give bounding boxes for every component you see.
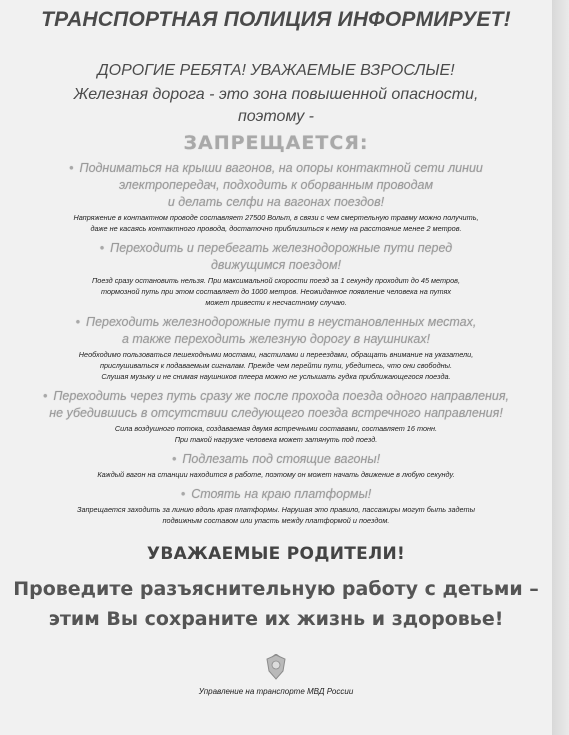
- rule-item: [0, 240, 552, 308]
- rule-description: Запрещается заходить за линию вдоль края платформы. Нарушая это правило, пассажиры могут быть задеты подвижным составом или упасть между платформой и поездом.: [77, 505, 475, 525]
- bullet-icon: •: [42, 389, 48, 403]
- intro-line: Железная дорога - это зона повышенной опасности,: [73, 86, 479, 103]
- rule-item: [0, 388, 552, 445]
- emblem-wrap: [0, 654, 552, 685]
- parents-heading: УВАЖАЕМЫЕ РОДИТЕЛИ!: [146, 544, 406, 564]
- rule-description: Сила воздушного потока, создаваемая двумя встречными составами, составляет 16 тонн. При такой нагрузке человека может затянуть под поезд.: [114, 424, 438, 444]
- rule-title: • Подниматься на крыши вагонов, на опоры контактной сети линии электропередач, подходить к оборванным проводам и делать селфи на вагонах поездов!: [69, 161, 483, 209]
- intro: [0, 84, 552, 128]
- rule-title: • Переходить через путь сразу же после прохода поезда одного направления, не убедившись в отсутствии следующего поезда встречного направления!: [42, 389, 510, 420]
- police-emblem-icon: [265, 654, 287, 680]
- rule-description: Каждый вагон на станции находится в работе, поэтому он может начать движение в любую секунду.: [97, 470, 455, 479]
- bullet-icon: •: [69, 161, 74, 175]
- leaflet-header: ТРАНСПОРТНАЯ ПОЛИЦИЯ ИНФОРМИРУЕТ!: [41, 8, 511, 31]
- bullet-icon: •: [180, 487, 186, 501]
- rule-description: Необходимо пользоваться пешеходными мостами, настилами и переездами, обращать внимание на указатели, прислушиваться к подаваемым сигналам. Прежде чем перейти пути, убедитесь, что они свободны. Слушая музыку и не снимая наушников плеера можно не услышать гудка приближающегося поезда.: [78, 350, 474, 381]
- rule-title: • Стоять на краю платформы!: [180, 487, 372, 501]
- bullet-icon: •: [171, 452, 177, 466]
- rule-description: Поезд сразу остановить нельзя. При максимальной скорости поезд за 1 секунду проходит до 45 метров, тормозной путь при этом составляет до 1000 метров. Неожиданное появление человека на путях может привести к несчастному случаю.: [92, 276, 460, 307]
- rule-item: [0, 486, 552, 526]
- greeting: ДОРОГИЕ РЕБЯТА! УВАЖАЕМЫЕ ВЗРОСЛЫЕ!: [97, 62, 455, 79]
- rule-description: Напряжение в контактном проводе составляет 27500 Вольт, в связи с чем смертельную травму можно получить, даже не касаясь контактного провода, достаточно приблизиться к нему на расстояние менее 2 метров.: [73, 213, 479, 233]
- bullet-icon: •: [99, 241, 105, 255]
- rule-title: • Подлезать под стоящие вагоны!: [171, 452, 381, 466]
- scan-edge: [552, 0, 569, 735]
- rule-item: [0, 160, 552, 234]
- intro-line: поэтому -: [238, 108, 314, 125]
- forbidden-heading: ЗАПРЕЩАЕТСЯ:: [183, 132, 369, 154]
- bullet-icon: •: [75, 315, 81, 329]
- rule-item: [0, 314, 552, 382]
- rule-title: • Переходить железнодорожные пути в неустановленных местах, а также переходить железную дорогу в наушниках!: [75, 315, 477, 346]
- call-to-action: Проведите разъяснительную работу с детьми – этим Вы сохраните их жизнь и здоровье!: [13, 578, 539, 630]
- rule-item: [0, 451, 552, 480]
- footer-issuer: Управление на транспорте МВД России: [198, 687, 354, 696]
- rule-title: • Переходить и перебегать железнодорожные пути перед движущимся поездом!: [99, 241, 453, 272]
